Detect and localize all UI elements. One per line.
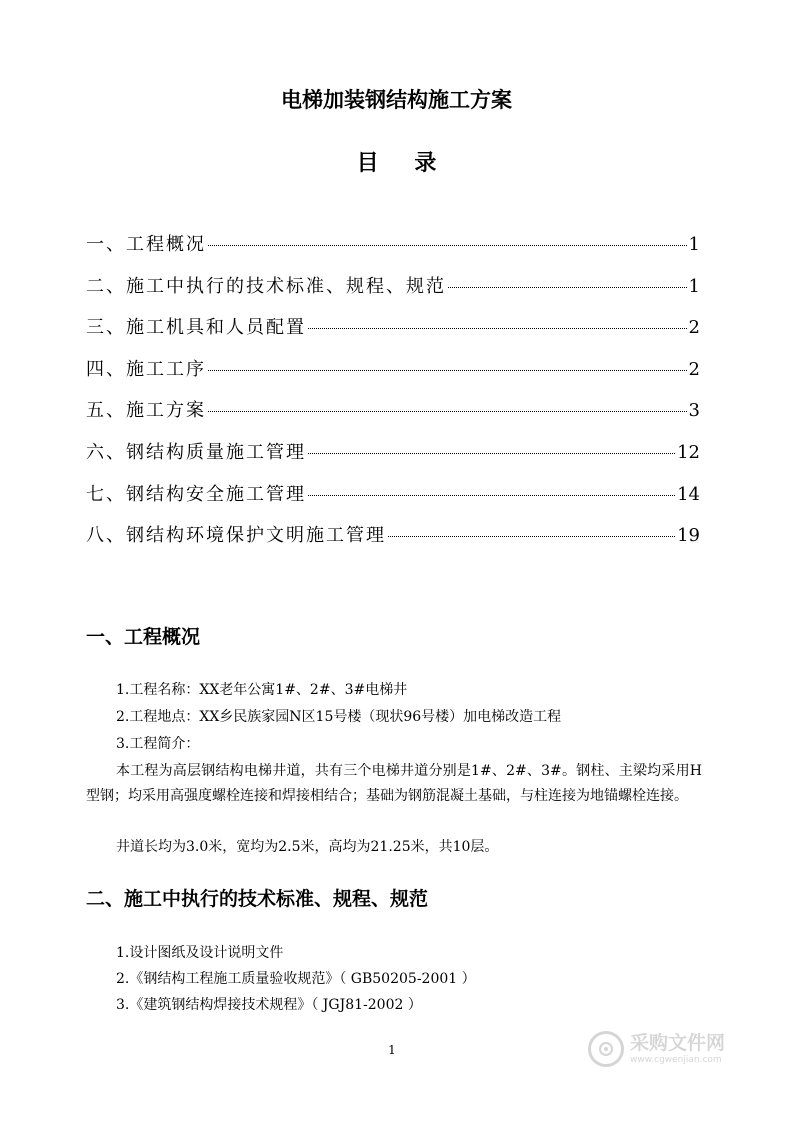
toc-leader-dots [308, 495, 675, 496]
toc-leader-dots [208, 245, 687, 246]
list-item: 3.《建筑钢结构焊接技术规程》（ JGJ81-2002 ） [116, 997, 422, 1013]
toc-entry-label: 一、工程概况 [86, 234, 206, 255]
toc-leader-dots [308, 453, 675, 454]
toc-entry[interactable] [86, 313, 700, 355]
toc-leader-dots [208, 370, 687, 371]
section-heading-project-overview: 一、工程概况 [86, 626, 201, 648]
toc-entry-page: 1 [688, 275, 700, 297]
watermark-name: 采购文件网 [630, 1032, 726, 1054]
toc-entry-label: 八、钢结构环境保护文明施工管理 [86, 525, 386, 547]
toc-leader-dots [388, 536, 675, 537]
list-item: 1.工程名称：XX老年公寓1#、2#、3#电梯井 [116, 682, 408, 698]
page-number: 1 [388, 1043, 396, 1057]
toc-entry-page: 2 [688, 317, 700, 339]
toc-entry[interactable] [86, 355, 700, 397]
toc-heading: 目 录 [356, 151, 451, 176]
watermark [588, 1026, 758, 1072]
toc-entry-page: 14 [677, 483, 700, 505]
toc-entry[interactable] [86, 480, 700, 522]
toc-entry[interactable] [86, 230, 700, 272]
paragraph: 本工程为高层钢结构电梯井道，共有三个电梯井道分别是1#、2#、3#。钢柱、主梁均采用H型钢；均采用高强度螺栓连接和焊接相结合；基础为钢筋混凝土基础，与柱连接为地锚螺栓连接。 [86, 763, 702, 804]
toc-entry-label: 五、施工方案 [86, 400, 206, 422]
toc-entry[interactable] [86, 396, 700, 438]
toc-entry-label: 七、钢结构安全施工管理 [86, 483, 306, 505]
toc-entry-label: 六、钢结构质量施工管理 [86, 441, 306, 463]
toc-entry-label: 二、施工中执行的技术标准、规程、规范 [86, 275, 446, 297]
toc-entry[interactable] [86, 521, 700, 563]
paragraph: 井道长均为3.0米，宽均为2.5米，高均为21.25米，共10层。 [116, 839, 499, 855]
document-title: 电梯加装钢结构施工方案 [281, 88, 512, 112]
watermark-url: www.cgwenjian.com [630, 1055, 722, 1065]
toc-leader-dots [208, 411, 687, 412]
toc-entry-page: 2 [688, 358, 700, 380]
toc-entry-label: 三、施工机具和人员配置 [86, 317, 306, 339]
list-item: 2.工程地点：XX乡民族家园N区15号楼（现状96号楼）加电梯改造工程 [116, 709, 562, 725]
table-of-contents [86, 230, 700, 563]
toc-entry[interactable] [86, 438, 700, 480]
toc-entry-page: 3 [688, 400, 700, 422]
list-item: 3.工程简介： [116, 736, 200, 752]
list-item: 1.设计图纸及设计说明文件 [116, 945, 284, 961]
toc-entry-page: 12 [677, 441, 700, 463]
toc-leader-dots [448, 287, 687, 288]
toc-entry-page: 19 [677, 525, 700, 547]
toc-entry[interactable] [86, 272, 700, 314]
cgw-logo-icon [588, 1031, 624, 1067]
toc-leader-dots [308, 328, 687, 329]
list-item: 2.《钢结构工程施工质量验收规范》（ GB50205-2001 ） [116, 971, 476, 987]
toc-entry-page: 1 [688, 234, 700, 255]
toc-entry-label: 四、施工工序 [86, 358, 206, 380]
section-heading-standards: 二、施工中执行的技术标准、规程、规范 [86, 888, 429, 910]
